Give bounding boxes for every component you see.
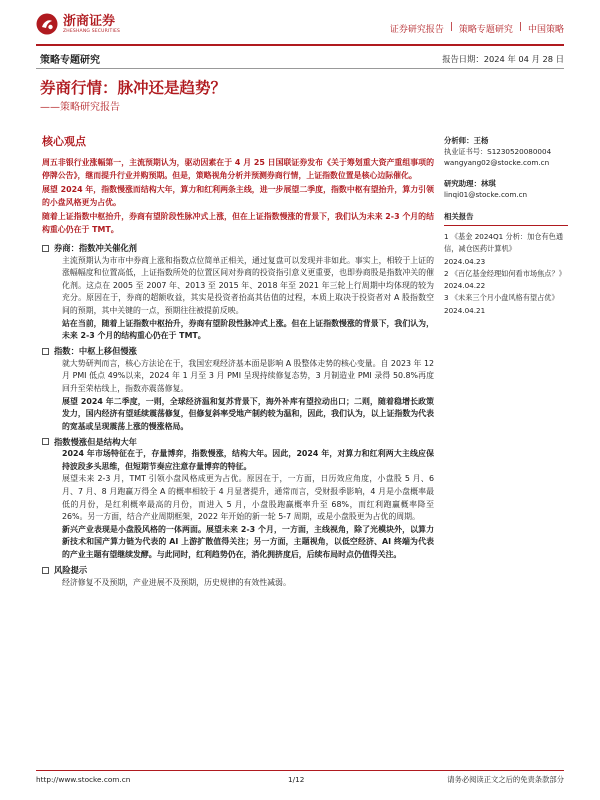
main-column [42, 157, 434, 589]
section-para: 主流预期认为市市中券商上涨和指数点位简单正相关，通过复盘可以发现并非如此。事实上，相较于上证的涨幅幅度和位置高低，上证指数所处的位置区间对券商的投资指引意义更重要，也即券商股是指数冲关的催化剂。这点在 2005 至 2007 年、2013 至 2015 年、2018 年至 2021 年三轮上行周期中均体现的较为充分。原因在于，券商的超额收益，其实是投资者抬高其估值的过程，本质上取决于投资者对 A 股指数空间的预期，其中关键的一点，预期往往被提前反映。 [62, 255, 434, 315]
section-para-bold: 2024 年市场特征在于，存量博弈，指数慢涨，结构大年。因此，2024 年，对算力和红利两大主线应保持波段多头思维，但短期节奏应注意存量博弈的特征。 [62, 449, 434, 471]
related-list [444, 231, 568, 317]
header-link-report[interactable]: 证券研究报告 [389, 25, 444, 35]
header-links: 证券研究报告 | 策略专题研究 | 中国策略 [389, 22, 564, 35]
zheshang-logo-icon [36, 13, 58, 35]
section-head-brokers: 券商：指数冲关催化剂 [42, 242, 434, 255]
core-title: 核心观点 [42, 135, 86, 148]
page-subtitle: ——策略研究报告 [40, 102, 120, 113]
square-bullet-icon [42, 438, 49, 445]
related-report-date: 2024.04.21 [444, 305, 486, 315]
doc-type: 策略专题研究 [40, 55, 100, 66]
related-report-date: 2024.04.22 [444, 281, 486, 291]
analyst-label: 分析师：王杨 [444, 136, 489, 145]
sidebar [444, 135, 568, 317]
section-para-bold: 展望 2024 年二季度，一则，全球经济温和复苏背景下，海外补库有望拉动出口；二则，随着稳增长政策发力，国内经济有望延续震荡修复，但修复斜率受地产制约较为温和，因此，我们认为，以上证指数为代表的宽基或呈现震荡上涨的慢涨格局。 [62, 396, 434, 431]
square-bullet-icon [42, 245, 49, 252]
square-bullet-icon [42, 348, 49, 355]
section-head-index: 指数：中枢上移但慢涨 [42, 345, 434, 358]
page-title: 券商行情：脉冲还是趋势？ [40, 79, 227, 97]
assistant-email[interactable]: linqi01@stocke.com.cn [444, 190, 528, 199]
footer-rule [36, 770, 564, 771]
core-para-1: 周五非银行业涨幅第一，主流预期认为，驱动因素在于 4 月 25 日国联证券发布《关于筹划重大资产重组事项的停牌公告》，继而提升行业并购预期。但是，策略视角分析并预测券商行情，上证指数位置是核心边际催化。 [42, 158, 434, 180]
report-date: 报告日期：2024 年 04 月 28 日 [442, 54, 564, 64]
doc-type-rule [36, 68, 564, 69]
section-head-structure: 指数慢涨但是结构大年 [42, 435, 434, 448]
logo-name: 浙商证券 [63, 13, 116, 29]
section-para: 经济修复不及预期，产业进展不及预期，历史规律的有效性减弱。 [62, 577, 291, 587]
core-para-3: 随着上证指数中枢抬升，券商有望阶段性脉冲式上涨，但在上证指数慢涨的背景下，我们认为未来 2-3 个月的结构重心仍在于 TMT。 [42, 212, 434, 234]
logo [36, 13, 120, 35]
section-head-risk: 风险提示 [42, 564, 434, 577]
related-report[interactable]: 3 《未来三个月小盘风格有望占优》 [444, 293, 559, 303]
footer-url[interactable]: http://www.stocke.com.cn [36, 775, 131, 784]
header-rule [36, 44, 564, 46]
related-report[interactable]: 1 《基金 2024Q1 分析：加仓有色通信，减仓医药计算机》 [444, 232, 564, 254]
section-para-bold: 站在当前，随着上证指数中枢抬升，券商有望阶段性脉冲式上涨。但在上证指数慢涨的背景下，我们认为，未来 2-3 个月的结构重心仍在于 TMT。 [62, 318, 434, 341]
related-report[interactable]: 2 《百亿基金经理如何看市场焦点？》 [444, 268, 566, 278]
related-report-date: 2024.04.23 [444, 256, 486, 266]
section-para: 就大势研判而言，核心方法论在于，我国宏观经济基本面是影响 A 股整体走势的核心变量。自 2023 年 12 月 PMI 低点 49%以来，2024 年 1 月至 3 月 PMI 呈现持续修复态势，3 月制造业 PMI 录得 50.8%再度回升至荣枯线上，指数亦震荡修复。 [62, 358, 434, 393]
section-para: 展望未来 2-3 月，TMT 引领小盘风格成更为占优。原因在于，一方面，日历效应角度，小盘股 5 月、6 月、7 月、8 月跑赢万得全 A 的概率相较于 4 月显著提升，通常而言，受财报季影响，4 月是小盘概率最低的月份，是红利概率最高的月份，而进入 5 月，小盘股跑赢概率升至 68%，而红利跑赢概率降至 26%。另一方面，结合产业周期框架，2022 年开始的新一轮 5-7 周期，或是小盘股更为占优的周期。 [62, 474, 434, 522]
assistant-label: 研究助理：林琪 [444, 179, 496, 188]
header-link-strategy[interactable]: 策略专题研究 [458, 25, 513, 35]
square-bullet-icon [42, 567, 49, 574]
analyst-cert: 执业证书号：S1230520080004 [444, 147, 552, 156]
logo-en: ZHESHANG SECURITIES [63, 28, 121, 34]
related-title: 相关报告 [444, 211, 568, 226]
analyst-email[interactable]: wangyang02@stocke.com.cn [444, 158, 550, 167]
core-para-2: 展望 2024 年，指数慢涨而结构大年，算力和红利两条主线，进一步展望二季度，指数中枢有望抬升，算力引领的小盘风格更为占优。 [42, 185, 434, 207]
footer-page: 1/12 [288, 775, 305, 784]
section-para-bold: 新兴产业表现是小盘股风格的一体两面。展望未来 2-3 个月，一方面，主线视角，除了光模块外，以算力新技术和国产算力链为代表的 AI 上游扩散值得关注；另一方面，主题视角，以低空经济、AI 终端为代表的产业主题有望继续发酵。与此同时，红利趋势仍在，消化拥挤度后，后续布局时点仍值得关注。 [62, 524, 434, 560]
header-link-china[interactable]: 中国策略 [527, 25, 564, 35]
footer-disclaimer: 请务必阅读正文之后的免责条款部分 [447, 775, 564, 784]
